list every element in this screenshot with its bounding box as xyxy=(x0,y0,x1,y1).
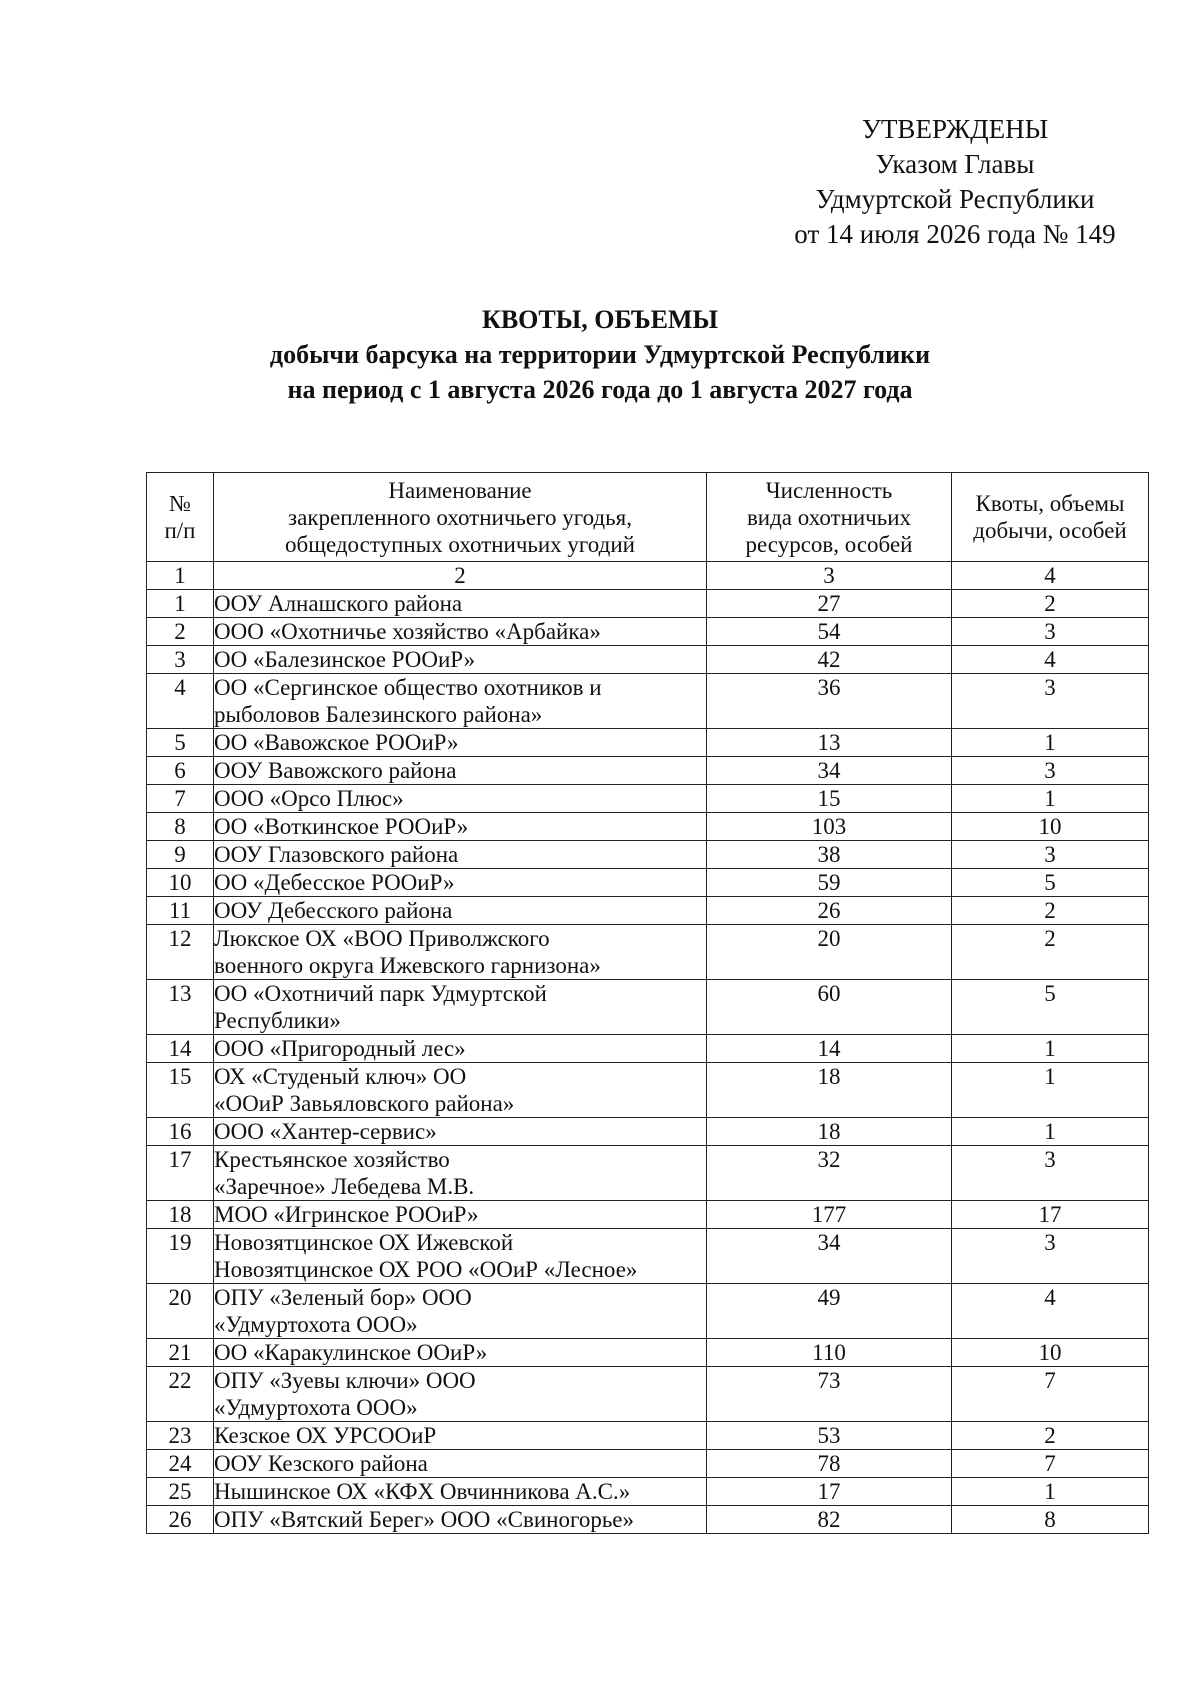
table-row xyxy=(147,813,1149,841)
row-population-count: 34 xyxy=(707,1229,952,1284)
row-number: 24 xyxy=(147,1450,214,1478)
approval-block xyxy=(745,112,1165,252)
table-row xyxy=(147,729,1149,757)
table-row xyxy=(147,1063,1149,1118)
approval-line-date: от 14 июля 2026 года № 149 xyxy=(794,219,1116,249)
row-hunting-ground-name xyxy=(214,1478,707,1506)
name-line: Кезское ОХ УРСООиР xyxy=(214,1423,437,1448)
table-row xyxy=(147,925,1149,980)
row-hunting-ground-name xyxy=(214,618,707,646)
table-row xyxy=(147,1146,1149,1201)
row-hunting-ground-name xyxy=(214,1339,707,1367)
row-hunting-ground-name xyxy=(214,1201,707,1229)
table-row xyxy=(147,1506,1149,1534)
row-population-count: 38 xyxy=(707,841,952,869)
name-line: ОО «Балезинское РООиР» xyxy=(214,647,476,672)
row-population-count: 36 xyxy=(707,674,952,729)
row-harvest-quota: 7 xyxy=(952,1450,1149,1478)
row-population-count: 49 xyxy=(707,1284,952,1339)
name-line: «ООиР Завьяловского района» xyxy=(214,1091,515,1116)
row-hunting-ground-name xyxy=(214,757,707,785)
row-population-count: 73 xyxy=(707,1367,952,1422)
table-row xyxy=(147,646,1149,674)
row-number: 5 xyxy=(147,729,214,757)
row-harvest-quota: 3 xyxy=(952,674,1149,729)
row-harvest-quota: 3 xyxy=(952,757,1149,785)
header-count: Численность вида охотничьих ресурсов, особей xyxy=(707,473,952,562)
table-row xyxy=(147,1035,1149,1063)
row-hunting-ground-name xyxy=(214,646,707,674)
row-hunting-ground-name xyxy=(214,1422,707,1450)
name-line: военного округа Ижевского гарнизона» xyxy=(214,953,601,978)
row-hunting-ground-name xyxy=(214,925,707,980)
name-line: ОПУ «Зуевы ключи» ООО xyxy=(214,1368,476,1393)
table-row xyxy=(147,757,1149,785)
row-number: 18 xyxy=(147,1201,214,1229)
row-number: 23 xyxy=(147,1422,214,1450)
name-line: рыболовов Балезинского района» xyxy=(214,702,543,727)
row-population-count: 59 xyxy=(707,869,952,897)
row-population-count: 27 xyxy=(707,590,952,618)
row-number: 9 xyxy=(147,841,214,869)
column-index-row xyxy=(147,562,1149,590)
row-population-count: 17 xyxy=(707,1478,952,1506)
row-harvest-quota: 3 xyxy=(952,841,1149,869)
row-number: 8 xyxy=(147,813,214,841)
name-line: ООО «Пригородный лес» xyxy=(214,1036,466,1061)
table-row xyxy=(147,1201,1149,1229)
document-title xyxy=(0,302,1200,407)
row-number: 1 xyxy=(147,590,214,618)
name-line: ОО «Каракулинское ООиР» xyxy=(214,1340,488,1365)
row-population-count: 110 xyxy=(707,1339,952,1367)
table-row xyxy=(147,897,1149,925)
row-harvest-quota: 2 xyxy=(952,925,1149,980)
name-line: Люкское ОХ «ВОО Приволжского xyxy=(214,926,550,951)
row-hunting-ground-name xyxy=(214,813,707,841)
title-line-1: КВОТЫ, ОБЪЕМЫ xyxy=(481,305,719,334)
row-hunting-ground-name xyxy=(214,729,707,757)
row-population-count: 26 xyxy=(707,897,952,925)
quota-table xyxy=(146,472,1149,1534)
row-number: 22 xyxy=(147,1367,214,1422)
row-population-count: 54 xyxy=(707,618,952,646)
row-number: 17 xyxy=(147,1146,214,1201)
table-row xyxy=(147,1478,1149,1506)
row-number: 10 xyxy=(147,869,214,897)
name-line: Нышинское ОХ «КФХ Овчинникова А.С.» xyxy=(214,1479,631,1504)
name-line: ООО «Охотничье хозяйство «Арбайка» xyxy=(214,619,601,644)
row-harvest-quota: 1 xyxy=(952,1118,1149,1146)
table-row xyxy=(147,618,1149,646)
row-number: 25 xyxy=(147,1478,214,1506)
row-population-count: 177 xyxy=(707,1201,952,1229)
name-line: ООУ Глазовского района xyxy=(214,842,459,867)
name-line: Новозятцинское ОХ РОО «ООиР «Лесное» xyxy=(214,1257,638,1282)
row-hunting-ground-name xyxy=(214,980,707,1035)
column-index: 4 xyxy=(952,562,1149,590)
row-harvest-quota: 8 xyxy=(952,1506,1149,1534)
table-row xyxy=(147,1118,1149,1146)
row-harvest-quota: 3 xyxy=(952,1146,1149,1201)
row-number: 21 xyxy=(147,1339,214,1367)
row-harvest-quota: 1 xyxy=(952,1063,1149,1118)
row-population-count: 34 xyxy=(707,757,952,785)
row-number: 14 xyxy=(147,1035,214,1063)
approval-line-decree: Указом Главы xyxy=(875,149,1035,179)
row-number: 4 xyxy=(147,674,214,729)
name-line: МОО «Игринское РООиР» xyxy=(214,1202,479,1227)
title-line-3: на период с 1 августа 2026 года до 1 августа 2027 года xyxy=(287,375,913,404)
name-line: ОПУ «Вятский Берег» ООО «Свиногорье» xyxy=(214,1507,635,1532)
name-line: ООУ Кезского района xyxy=(214,1451,428,1476)
row-number: 6 xyxy=(147,757,214,785)
table-row xyxy=(147,1284,1149,1339)
row-hunting-ground-name xyxy=(214,1367,707,1422)
row-hunting-ground-name xyxy=(214,1229,707,1284)
row-population-count: 32 xyxy=(707,1146,952,1201)
table-row xyxy=(147,590,1149,618)
row-harvest-quota: 5 xyxy=(952,980,1149,1035)
table-row xyxy=(147,674,1149,729)
row-harvest-quota: 3 xyxy=(952,1229,1149,1284)
row-number: 16 xyxy=(147,1118,214,1146)
table-row xyxy=(147,1450,1149,1478)
row-harvest-quota: 3 xyxy=(952,618,1149,646)
name-line: ОХ «Студеный ключ» ОО xyxy=(214,1064,467,1089)
header-name: Наименование закрепленного охотничьего угодья, общедоступных охотничьих угодий xyxy=(214,473,707,562)
name-line: ОО «Сергинское общество охотников и xyxy=(214,675,602,700)
row-population-count: 82 xyxy=(707,1506,952,1534)
row-population-count: 18 xyxy=(707,1063,952,1118)
name-line: Крестьянское хозяйство xyxy=(214,1147,450,1172)
row-harvest-quota: 7 xyxy=(952,1367,1149,1422)
header-number: № п/п xyxy=(147,473,214,562)
row-harvest-quota: 1 xyxy=(952,785,1149,813)
row-hunting-ground-name xyxy=(214,1118,707,1146)
table-row xyxy=(147,1339,1149,1367)
table-row xyxy=(147,1229,1149,1284)
row-number: 13 xyxy=(147,980,214,1035)
row-population-count: 15 xyxy=(707,785,952,813)
row-population-count: 42 xyxy=(707,646,952,674)
row-hunting-ground-name xyxy=(214,897,707,925)
row-hunting-ground-name xyxy=(214,1506,707,1534)
column-index: 1 xyxy=(147,562,214,590)
column-index: 2 xyxy=(214,562,707,590)
row-number: 3 xyxy=(147,646,214,674)
title-line-2: добычи барсука на территории Удмуртской Республики xyxy=(269,340,931,369)
row-harvest-quota: 4 xyxy=(952,1284,1149,1339)
row-harvest-quota: 1 xyxy=(952,1478,1149,1506)
row-hunting-ground-name xyxy=(214,674,707,729)
row-number: 15 xyxy=(147,1063,214,1118)
row-hunting-ground-name xyxy=(214,1035,707,1063)
table-row xyxy=(147,980,1149,1035)
name-line: ОО «Вавожское РООиР» xyxy=(214,730,459,755)
name-line: «Удмуртохота ООО» xyxy=(214,1312,418,1337)
row-hunting-ground-name xyxy=(214,1146,707,1201)
row-number: 7 xyxy=(147,785,214,813)
row-harvest-quota: 2 xyxy=(952,1422,1149,1450)
table-row xyxy=(147,1367,1149,1422)
row-hunting-ground-name xyxy=(214,785,707,813)
table-row xyxy=(147,785,1149,813)
row-population-count: 13 xyxy=(707,729,952,757)
approval-line-republic: Удмуртской Республики xyxy=(815,184,1095,214)
row-population-count: 14 xyxy=(707,1035,952,1063)
table-row xyxy=(147,1422,1149,1450)
row-harvest-quota: 17 xyxy=(952,1201,1149,1229)
table-row xyxy=(147,869,1149,897)
name-line: ОО «Охотничий парк Удмуртской xyxy=(214,981,547,1006)
name-line: ООО «Орсо Плюс» xyxy=(214,786,404,811)
row-population-count: 103 xyxy=(707,813,952,841)
table-body xyxy=(147,562,1149,1534)
row-number: 2 xyxy=(147,618,214,646)
row-population-count: 53 xyxy=(707,1422,952,1450)
row-harvest-quota: 5 xyxy=(952,869,1149,897)
row-harvest-quota: 2 xyxy=(952,897,1149,925)
name-line: ОО «Воткинское РООиР» xyxy=(214,814,469,839)
name-line: Республики» xyxy=(214,1008,341,1033)
row-harvest-quota: 10 xyxy=(952,813,1149,841)
row-number: 20 xyxy=(147,1284,214,1339)
header-row xyxy=(147,473,1149,562)
row-population-count: 60 xyxy=(707,980,952,1035)
row-number: 19 xyxy=(147,1229,214,1284)
row-number: 26 xyxy=(147,1506,214,1534)
name-line: Новозятцинское ОХ Ижевской xyxy=(214,1230,514,1255)
row-harvest-quota: 4 xyxy=(952,646,1149,674)
row-population-count: 18 xyxy=(707,1118,952,1146)
row-harvest-quota: 1 xyxy=(952,1035,1149,1063)
row-harvest-quota: 10 xyxy=(952,1339,1149,1367)
row-harvest-quota: 2 xyxy=(952,590,1149,618)
row-hunting-ground-name xyxy=(214,590,707,618)
row-hunting-ground-name xyxy=(214,1284,707,1339)
row-number: 11 xyxy=(147,897,214,925)
row-harvest-quota: 1 xyxy=(952,729,1149,757)
name-line: ОО «Дебесское РООиР» xyxy=(214,870,455,895)
row-hunting-ground-name xyxy=(214,841,707,869)
name-line: «Заречное» Лебедева М.В. xyxy=(214,1174,475,1199)
row-hunting-ground-name xyxy=(214,1450,707,1478)
row-hunting-ground-name xyxy=(214,869,707,897)
name-line: «Удмуртохота ООО» xyxy=(214,1395,418,1420)
header-quota: Квоты, объемы добычи, особей xyxy=(952,473,1149,562)
table-row xyxy=(147,841,1149,869)
approval-line-approved: УТВЕРЖДЕНЫ xyxy=(861,114,1049,144)
row-population-count: 20 xyxy=(707,925,952,980)
row-hunting-ground-name xyxy=(214,1063,707,1118)
name-line: ООО «Хантер-сервис» xyxy=(214,1119,437,1144)
name-line: ОПУ «Зеленый бор» ООО xyxy=(214,1285,472,1310)
column-index: 3 xyxy=(707,562,952,590)
name-line: ООУ Вавожского района xyxy=(214,758,457,783)
name-line: ООУ Алнашского района xyxy=(214,591,463,616)
name-line: ООУ Дебесского района xyxy=(214,898,453,923)
row-population-count: 78 xyxy=(707,1450,952,1478)
row-number: 12 xyxy=(147,925,214,980)
